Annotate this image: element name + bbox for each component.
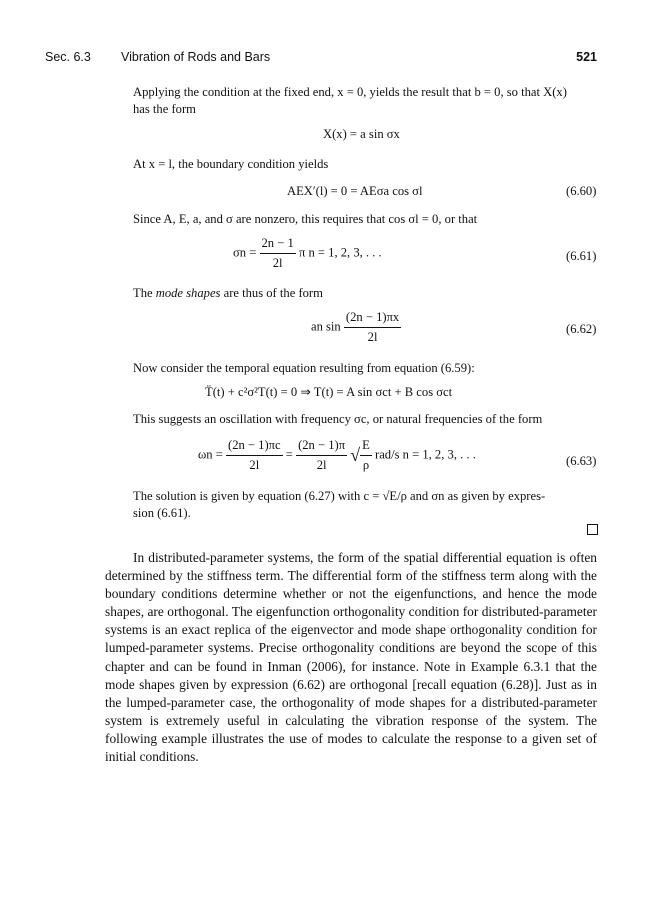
numerator: (2n − 1)π: [296, 438, 347, 456]
eq-lhs: ωn =: [198, 447, 223, 462]
example-paragraph-2: At x = l, the boundary condition yields: [133, 157, 329, 171]
equation-number-6-60: (6.60): [566, 184, 597, 198]
eq-lhs: σn =: [233, 245, 257, 260]
end-of-example-box: [587, 524, 598, 535]
equation-number-6-61: (6.61): [566, 249, 597, 263]
equals: =: [285, 447, 293, 462]
fraction: [260, 236, 296, 271]
example-paragraph-4: [133, 285, 598, 302]
denominator: 2l: [316, 458, 327, 472]
numerator: (2n − 1)πx: [344, 310, 401, 328]
example-paragraph-1: [133, 84, 598, 117]
denominator: 2l: [367, 330, 378, 344]
numerator: (2n − 1)πc: [226, 438, 283, 456]
page-number: 521: [576, 50, 597, 64]
text-line: The solution is given by equation (6.27) with c = √E/ρ and σn as given by expres-: [133, 489, 546, 503]
eq-rest: π n = 1, 2, 3, . . .: [298, 245, 382, 260]
fraction: [344, 310, 401, 345]
equation-6-60: AEX′(l) = 0 = AEσa cos σl: [287, 184, 423, 198]
example-paragraph-7: [133, 488, 598, 521]
fraction: [360, 438, 372, 473]
example-paragraph-6: This suggests an oscillation with frequency σc, or natural frequencies of the form: [133, 412, 543, 426]
equation-temporal: T̈(t) + c²σ²T(t) = 0 ⇒ T(t) = A sin σct + B cos σct: [205, 385, 453, 399]
denominator: ρ: [362, 458, 370, 472]
numerator: E: [360, 438, 372, 456]
equation-6-63: [198, 438, 476, 473]
equation-6-61: [233, 236, 382, 271]
fraction: [226, 438, 283, 473]
text-span: The: [133, 286, 156, 300]
radical-sign: √: [350, 445, 361, 465]
text-line: has the form: [133, 101, 196, 116]
eq-rest: rad/s n = 1, 2, 3, . . .: [375, 447, 476, 462]
eq-lhs: an sin: [311, 319, 341, 334]
square-root: [350, 438, 372, 473]
equation-number-6-63: (6.63): [566, 454, 597, 468]
equation-mode-form: X(x) = a sin σx: [323, 127, 400, 141]
section-number: Sec. 6.3: [45, 50, 91, 64]
denominator: 2l: [272, 256, 283, 270]
running-title: Vibration of Rods and Bars: [121, 50, 271, 64]
body-paragraph: In distributed-parameter systems, the form of the spatial differential equation is often determined by the stiffness term. The differential form of the stiffness term along with the boundary conditions determine whether or not the eigenfunctions, and hence the mode shapes, are orthogonal. The eigenfunction orthogonality condition for distributed-parameter systems is an exact replica of the eigenvector and mode shape orthogonality condition for lumped-parameter systems. Precise orthogonality conditions are beyond the scope of this chapter and can be found in Inman (2006), for instance. Note in Example 6.3.1 that the mode shapes given by expression (6.62) are orthogonal [recall equation (6.28)]. Just as in the lumped-parameter case, the orthogonality of mode shapes for a distributed-parameter system is extremely useful in calculating the vibration response of the system. The following example illustrates the use of modes to calculate the response to a given set of initial conditions.: [105, 550, 597, 765]
emphasis: mode shapes: [155, 286, 221, 300]
text-span: are thus of the form: [220, 286, 323, 300]
text-line: sion (6.61).: [133, 505, 191, 520]
text-line: Applying the condition at the fixed end, x = 0, yields the result that b = 0, so that X(x): [133, 85, 567, 99]
example-paragraph-3: Since A, E, a, and σ are nonzero, this requires that cos σl = 0, or that: [133, 212, 478, 226]
numerator: 2n − 1: [260, 236, 296, 254]
equation-number-6-62: (6.62): [566, 322, 597, 336]
fraction: [296, 438, 347, 473]
page-header: [45, 50, 597, 66]
example-paragraph-5: Now consider the temporal equation resulting from equation (6.59):: [133, 361, 475, 375]
denominator: 2l: [249, 458, 260, 472]
equation-6-62: [311, 310, 401, 345]
